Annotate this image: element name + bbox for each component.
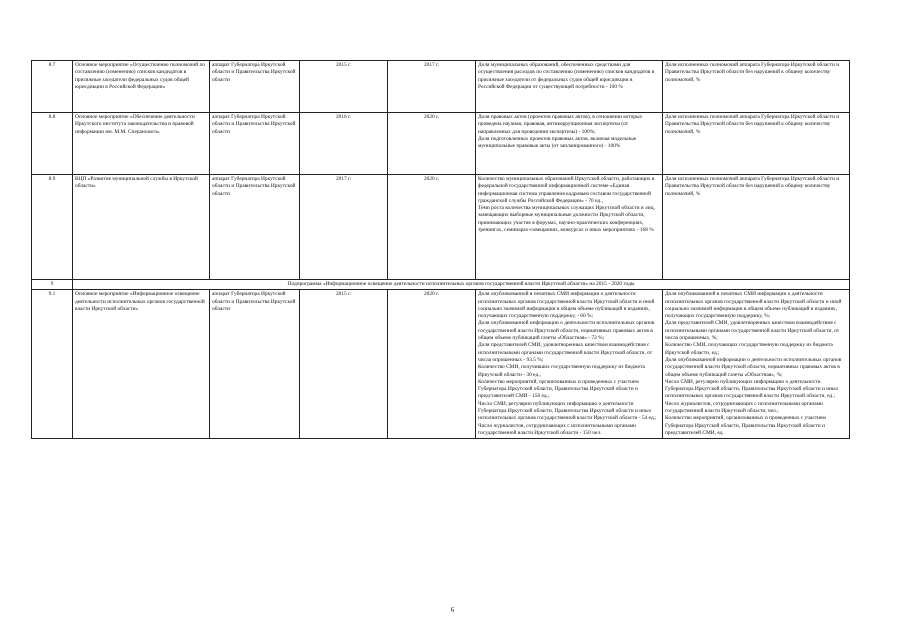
executor: аппарат Губернатора Иркутской области и Правительства Иркутской области xyxy=(210,61,300,113)
expected-result xyxy=(476,175,663,280)
table-row xyxy=(32,175,850,280)
end-year: 2017 г. xyxy=(388,61,476,113)
target-indicator-line: Доля исполненных полномочий аппарата Губернатора Иркутской области и Правительства Иркутской области без нарушений к общему количеству полномочий, % xyxy=(665,62,840,83)
target-indicator xyxy=(663,175,850,280)
section-number: 9 xyxy=(32,280,73,290)
expected-result-line: Число журналистов, сотрудничающих с исполнительными органами государственной власти Иркутской области - 150 чел. xyxy=(478,422,636,436)
start-year: 2016 г. xyxy=(300,113,388,175)
target-indicator xyxy=(663,290,850,439)
event-name: Основное мероприятие «Обеспечение деятельности Иркутского института законодательства и правовой информации им. М.М. Сперанского» xyxy=(73,113,210,175)
end-year: 2020 г. xyxy=(388,113,476,175)
row-number: 9.1 xyxy=(32,290,73,439)
row-number: 8.9 xyxy=(32,175,73,280)
expected-result-line: Доля опубликованной информации о деятельности исполнительных органов государственной власти Иркутской области, нормативных правовых актов в общем объеме публикаций газеты «Областная» - 72 %; xyxy=(478,320,655,342)
target-indicator-line: Количество мероприятий, организованных и проведенных с участием Губернатора Иркутской области, Правительства Иркутской области и представителей СМИ, ед. xyxy=(665,415,826,436)
end-year: 2020 г. xyxy=(388,290,476,439)
event-name: ВЦП «Развитие муниципальной службы в Иркутской области» xyxy=(73,175,210,280)
target-indicator xyxy=(663,113,850,175)
executor: аппарат Губернатора Иркутской области и Правительства Иркутской области xyxy=(210,175,300,280)
table-row xyxy=(32,61,850,113)
executor: аппарат Губернатора Иркутской области и Правительства Иркутской области xyxy=(210,113,300,175)
target-indicator-line: Доля исполненных полномочий аппарата Губернатора Иркутской области и Правительства Иркутской области без нарушений к общему количеству полномочий, % xyxy=(665,176,840,197)
expected-result-line: Число СМИ, регулярно публикующих информацию о деятельности Губернатора Иркутской области, Правительства Иркутской области и иных исполнительных органов государственной власти Иркутской области - 54 ед.; xyxy=(478,400,657,422)
table-row xyxy=(32,113,850,175)
event-name: Основное мероприятие «Осуществление полномочий по составлению (изменению) списков кандидатов в присяжные заседатели федеральных судов общей юрисдикции в Российской Федерации» xyxy=(73,61,210,113)
row-number: 8.7 xyxy=(32,61,73,113)
event-name: Основное мероприятие «Информационное освещение деятельности исполнительных органов государственной власти Иркутской области» xyxy=(73,290,210,439)
section-row xyxy=(32,280,850,290)
expected-result-line: Доля подготовленных проектов правовых актов, включая модельные муниципальные правовые акты (от запланированного) - 100% xyxy=(478,135,637,150)
section-title: Подпрограмма «Информационное освещение деятельности исполнительных органов государственной власти Иркутской области» на 2015 - 2020 годы xyxy=(73,280,850,290)
expected-result-line: Количество мероприятий, организованных и проведенных с участием Губернатора Иркутской области, Правительства Иркутской области и представителей СМИ - 150 ед.; xyxy=(478,378,639,400)
expected-result-line: Количество СМИ, получивших государственную поддержку из бюджета Иркутской области - 30 ед., xyxy=(478,364,645,378)
target-indicator-line: Число СМИ, регулярно публикующих информацию о деятельности Губернатора Иркутской области, Правительства Иркутской области и иных исполнительных органов государственной власти Иркутской области, ед.; xyxy=(665,378,839,400)
target-indicator-line: Количество СМИ, получающих государственную поддержку из бюджета Иркутской области, ед.; xyxy=(665,342,833,356)
expected-result-line: Темп роста количества муниципальных служащих Иркутской области и лиц, замещающих выборные муниципальные должности Иркутской области, принимающих участие в форумах, научно-практических конференциях, тренингах, семинарах-совещаниях, конкурсах и иных мероприятиях - 168 % xyxy=(478,205,655,234)
expected-result-line: Доля правовых актов (проектов правовых актов), в отношении которых проведена научная, правовая, антикоррупционная экспертизы (от направленных для проведения экспертизы) - 100%; xyxy=(478,114,643,135)
expected-result-line: Доля представителей СМИ, удовлетворенных качеством взаимодействия с исполнительными органами государственной власти Иркутской области, от числа опрошенных - 93.5 %; xyxy=(478,342,653,363)
start-year: 2015 г. xyxy=(300,61,388,113)
row-number: 8.8 xyxy=(32,113,73,175)
page-number: 6 xyxy=(450,606,455,614)
target-indicator xyxy=(663,61,850,113)
target-indicator-line: Доля опубликованной в печатных СМИ информации о деятельности исполнительных органов государственной власти Иркутской области и иной социально значимой информации в общем объеме публикаций в изданиях, получающих государственную поддержку, %; xyxy=(665,291,842,320)
executor: аппарат Губернатора Иркутской области и Правительства Иркутской области xyxy=(210,290,300,439)
start-year: 2017 г. xyxy=(300,175,388,280)
target-indicator-line: Доля представителей СМИ, удовлетворенных качеством взаимодействия с исполнительными органами государственной власти Иркутской области, от числа опрошенных, %; xyxy=(665,320,840,342)
expected-result xyxy=(476,113,663,175)
start-year: 2015 г. xyxy=(300,290,388,439)
program-table xyxy=(31,60,850,439)
target-indicator-line: Число журналистов, сотрудничающих с исполнительными органами государственной власти Иркутской области, чел.; xyxy=(665,400,823,415)
target-indicator-line: Доля опубликованной информации о деятельности исполнительных органов государственной власти Иркутской области, нормативных правовых актов в общем объеме публикаций газеты «Областная», %; xyxy=(665,356,842,378)
expected-result xyxy=(476,61,663,113)
expected-result xyxy=(476,290,663,439)
expected-result-line: Доля муниципальных образований, обеспеченных средствами для осуществления расходов по составлению (изменению) списков кандидатов в присяжные заседатели от федеральных судов общей юрисдикции в Российской Федерации от существующей потребности - 100 % xyxy=(478,62,655,90)
end-year: 2020 г. xyxy=(388,175,476,280)
expected-result-line: Доля опубликованной в печатных СМИ информации о деятельности исполнительных органов государственной власти Иркутской области и иной социально значимой информации в общем объеме публикаций в изданиях, получающих государственную поддержку, - 60 %; xyxy=(478,291,655,320)
table-row xyxy=(32,290,850,439)
expected-result-line: Количество муниципальных образований Иркутской области, работающих в федеральной государственной информационной системе «Единая информационная система управления кадровым составом государственной гражданской службы Российской Федерации» - 70 ед., xyxy=(478,176,655,204)
target-indicator-line: Доля исполненных полномочий аппарата Губернатора Иркутской области и Правительства Иркутской области без нарушений к общему количеству полномочий, % xyxy=(665,114,840,135)
